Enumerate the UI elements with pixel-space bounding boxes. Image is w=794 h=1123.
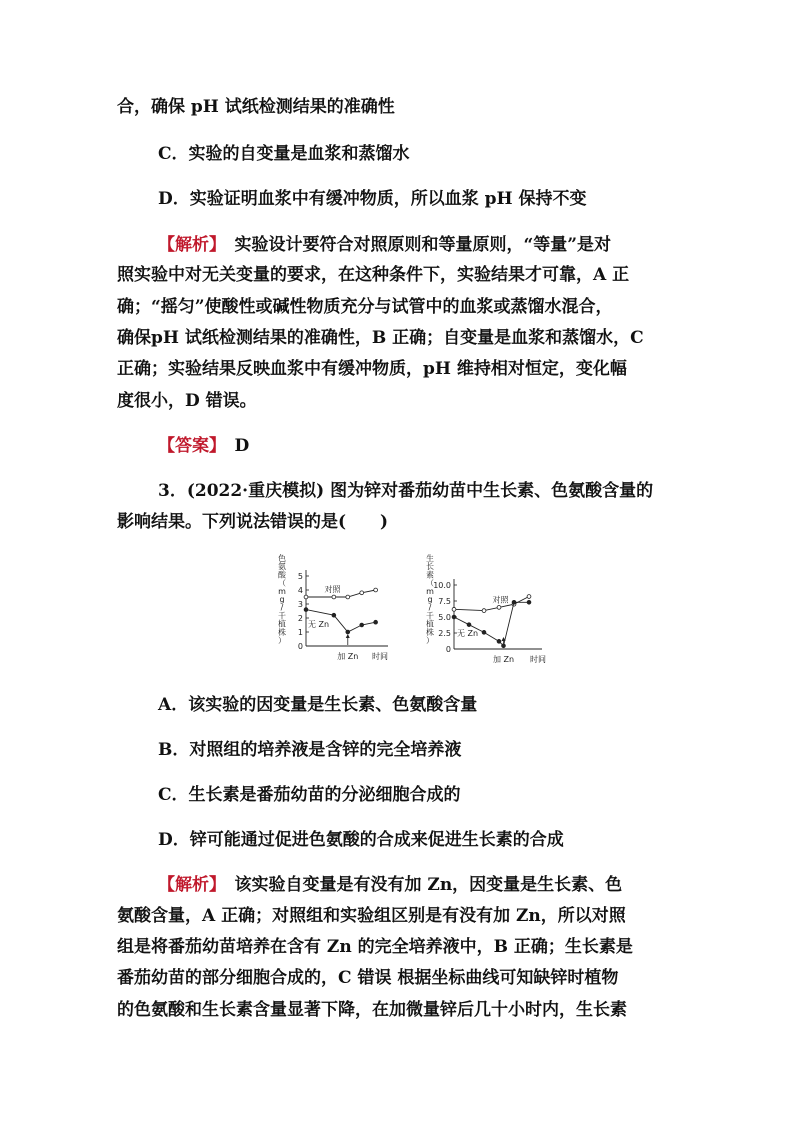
y-label-char-1-7: 千 — [426, 611, 434, 621]
option-a-line: A．该实验的因变量是生长素、色氨酸含量 — [158, 695, 478, 715]
analysis2-line-5: 的色氨酸和生长素含量显著下降，在加微量锌后几十小时内，生长素 — [117, 1000, 627, 1020]
option-c2-line: C．生长素是番茄幼苗的分泌细胞合成的 — [158, 785, 461, 805]
data-point-1-1-0 — [452, 615, 456, 619]
y-label-char-0-0: 色 — [278, 554, 286, 563]
y-label-char-0-1: 氨 — [278, 562, 286, 572]
y-label-char-0-2: 酸 — [278, 570, 286, 580]
y-label-char-1-10: ） — [426, 636, 434, 645]
data-point-0-1-2 — [346, 630, 350, 634]
analysis-tag: 【解析】 — [158, 235, 218, 255]
y-label-char-1-1: 长 — [426, 562, 434, 572]
analysis-line-3: 确；“摇匀”使酸性或碱性物质充分与试管中的血浆或蒸馏水混合， — [117, 297, 613, 317]
y-tick-label-1-4: 0 — [445, 645, 451, 654]
data-point-1-1-5 — [512, 600, 516, 604]
analysis2-line-2: 氨酸含量，A 正确；对照组和实验组区别是有没有加 Zn，所以对照 — [117, 906, 626, 926]
analysis-line-1: 【解析】 实验设计要符合对照原则和等量原则，“等量”是对 — [158, 235, 612, 255]
text-line-1: 合，确保 pH 试纸检测结果的准确性 — [117, 97, 395, 117]
y-tick-label-1-1: 7.5 — [438, 597, 451, 606]
analysis-line-2: 照实验中对无关变量的要求，在这种条件下，实验结果才可靠，A 正 — [117, 265, 630, 285]
y-label-char-0-8: 植 — [278, 619, 286, 629]
y-label-char-1-4: m — [426, 586, 434, 596]
data-point-0-0-1 — [332, 595, 336, 599]
series-line-0-0 — [306, 590, 376, 597]
option-c-line: C．实验的自变量是血浆和蒸馏水 — [158, 144, 410, 164]
y-label-char-0-6: / — [280, 603, 284, 613]
y-tick-label-0-2: 2 — [297, 614, 303, 623]
data-point-0-1-0 — [304, 608, 308, 612]
y-label-char-1-5: g — [427, 595, 433, 604]
data-point-0-1-4 — [374, 620, 378, 624]
data-point-1-1-3 — [497, 639, 501, 643]
analysis2-line-4: 番茄幼苗的部分细胞合成的，C 错误 根据坐标曲线可知缺锌时植物 — [117, 968, 619, 988]
y-tick-label-0-3: 3 — [297, 600, 303, 609]
analysis-line-5: 正确；实验结果反映血浆中有缓冲物质，pH 维持相对恒定，变化幅 — [117, 359, 627, 379]
answer-line: 【答案】 D — [158, 436, 250, 456]
y-tick-label-1-0: 10.0 — [433, 581, 451, 590]
y-label-char-0-4: m — [278, 586, 286, 596]
analysis-line-6: 度很小，D 错误。 — [117, 391, 257, 411]
question-3-line-2: 影响结果。下列说法错误的是( ) — [117, 512, 389, 532]
series-line-1-0 — [454, 597, 529, 611]
option-b-line: B．对照组的培养液是含锌的完全培养液 — [158, 740, 462, 760]
option-d-line: D．实验证明血浆中有缓冲物质，所以血浆 pH 保持不变 — [158, 189, 587, 209]
analysis2-line-1: 【解析】 该实验自变量是有没有加 Zn，因变量是生长素、色 — [158, 875, 623, 895]
answer-tag: 【答案】 — [158, 436, 218, 456]
analysis-line-4: 确保pH 试纸检测结果的准确性，B 正确；自变量是血浆和蒸馏水，C — [117, 328, 644, 348]
y-label-char-1-3: （ — [426, 578, 434, 588]
annotation-label-0: 加 Zn — [337, 652, 359, 661]
annotation-label-1: 加 Zn — [492, 655, 515, 664]
series-label-0-0: 对照 — [324, 585, 341, 594]
annotation-arrowhead-0 — [346, 634, 350, 638]
data-point-0-0-3 — [360, 591, 364, 595]
data-point-1-0-0 — [452, 607, 456, 611]
y-tick-label-1-3: 2.5 — [438, 629, 451, 638]
figure-charts — [268, 553, 568, 673]
question-3-line-1: 3．(2022·重庆模拟) 图为锌对番茄幼苗中生长素、色氨酸含量的 — [158, 481, 654, 501]
y-tick-label-0-1: 1 — [297, 628, 303, 637]
y-label-char-0-5: g — [279, 595, 285, 604]
y-tick-label-1-2: 5.0 — [438, 613, 451, 622]
y-label-char-0-9: 株 — [278, 627, 286, 637]
y-tick-label-0-5: 5 — [297, 572, 303, 581]
series-label-1-0: 对照 — [492, 595, 509, 605]
y-label-char-0-10: ） — [278, 636, 286, 645]
data-point-1-1-2 — [482, 630, 486, 634]
data-point-0-1-3 — [360, 623, 364, 627]
y-label-char-0-3: （ — [278, 578, 286, 588]
x-label-0: 时间 — [372, 652, 388, 661]
data-point-1-1-1 — [467, 623, 471, 627]
data-point-0-0-2 — [346, 595, 350, 599]
data-point-1-1-4 — [502, 644, 506, 648]
data-point-0-1-1 — [332, 613, 336, 617]
y-tick-label-0-0: 0 — [297, 642, 303, 651]
y-label-char-0-7: 千 — [278, 611, 286, 621]
y-label-char-1-6: / — [428, 603, 432, 613]
data-point-0-0-4 — [374, 588, 378, 592]
x-label-1: 时间 — [530, 655, 546, 664]
y-label-char-1-0: 生 — [426, 554, 434, 563]
y-label-char-1-8: 植 — [426, 619, 434, 629]
charts-svg — [268, 553, 568, 673]
series-label-1-1: 无 Zn — [456, 629, 479, 639]
option-d2-line: D．锌可能通过促进色氨酸的合成来促进生长素的合成 — [158, 830, 564, 850]
analysis2-line-3: 组是将番茄幼苗培养在含有 Zn 的完全培养液中，B 正确；生长素是 — [117, 937, 633, 957]
data-point-1-0-2 — [497, 606, 501, 610]
y-label-char-1-9: 株 — [426, 627, 434, 637]
y-label-char-1-2: 素 — [426, 570, 434, 580]
data-point-1-0-1 — [482, 609, 486, 613]
data-point-0-0-0 — [304, 595, 308, 599]
y-tick-label-0-4: 4 — [297, 586, 303, 595]
analysis2-tag: 【解析】 — [158, 875, 218, 895]
data-point-1-1-6 — [527, 600, 531, 604]
data-point-1-0-4 — [527, 595, 531, 599]
series-label-0-1: 无 Zn — [307, 620, 330, 630]
